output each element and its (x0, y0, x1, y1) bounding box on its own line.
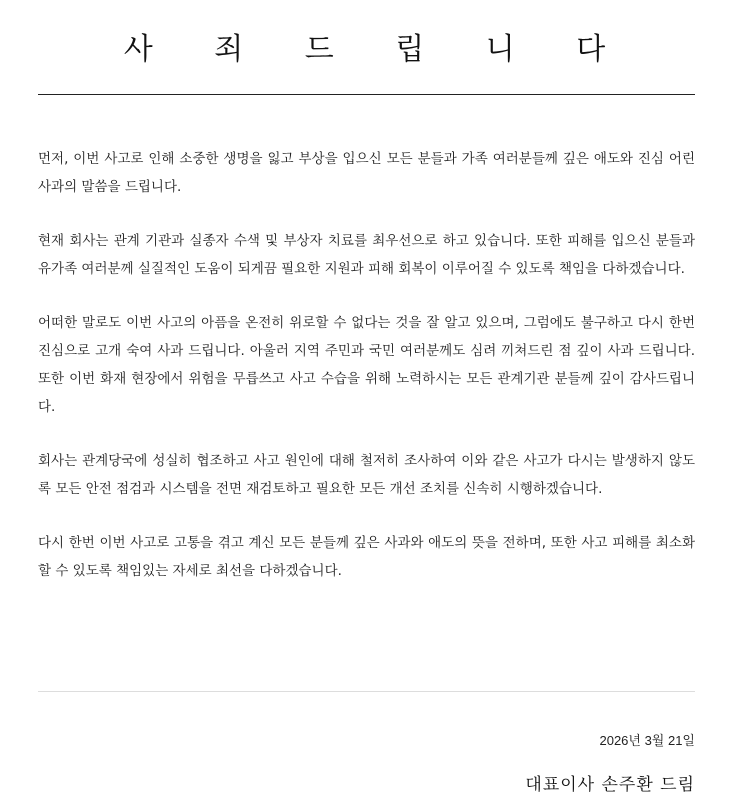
page-title: 사 죄 드 립 니 다 (123, 32, 632, 67)
paragraph-apology: 어떠한 말로도 이번 사고의 아픔을 온전히 위로할 수 없다는 것을 잘 알고 있으며, 그럼에도 불구하고 다시 한번 진심으로 고개 숙여 사과 드립니다. 아울러 지역 주민과 국민 여러분께도 심려 끼쳐드린 점 깊이 사과 드립니다. 또한 이번 화재 현장에서 위험을 무릅쓰고 사고 수습을 위해 노력하시는 모든 관계기관 분들께 깊이 감사드립니다. (38, 315, 695, 415)
document-body (38, 145, 695, 611)
document-date: 2026년 3월 21일 (599, 733, 695, 748)
paragraph-closing: 다시 한번 이번 사고로 고통을 겪고 계신 모든 분들께 깊은 사과와 애도의 뜻을 전하며, 또한 사고 피해를 최소화 할 수 있도록 책임있는 자세로 최선을 다하겠습니다. (38, 535, 695, 579)
title-divider (38, 94, 695, 95)
paragraph-response: 현재 회사는 관계 기관과 실종자 수색 및 부상자 치료를 최우선으로 하고 있습니다. 또한 피해를 입으신 분들과 유가족 여러분께 실질적인 도움이 되게끔 필요한 지원과 피해 회복이 이루어질 수 있도록 책임을 다하겠습니다. (38, 233, 695, 277)
signature: 대표이사 손주환 드림 (525, 775, 695, 795)
paragraph-investigation: 회사는 관계당국에 성실히 협조하고 사고 원인에 대해 철저히 조사하여 이와 같은 사고가 다시는 발생하지 않도록 모든 안전 점검과 시스템을 전면 재검토하고 필요한 모든 개선 조치를 신속히 시행하겠습니다. (38, 453, 695, 497)
footer-divider (38, 691, 695, 692)
paragraph-condolence: 먼저, 이번 사고로 인해 소중한 생명을 잃고 부상을 입으신 모든 분들과 가족 여러분들께 깊은 애도와 진심 어린 사과의 말씀을 드립니다. (38, 151, 695, 195)
